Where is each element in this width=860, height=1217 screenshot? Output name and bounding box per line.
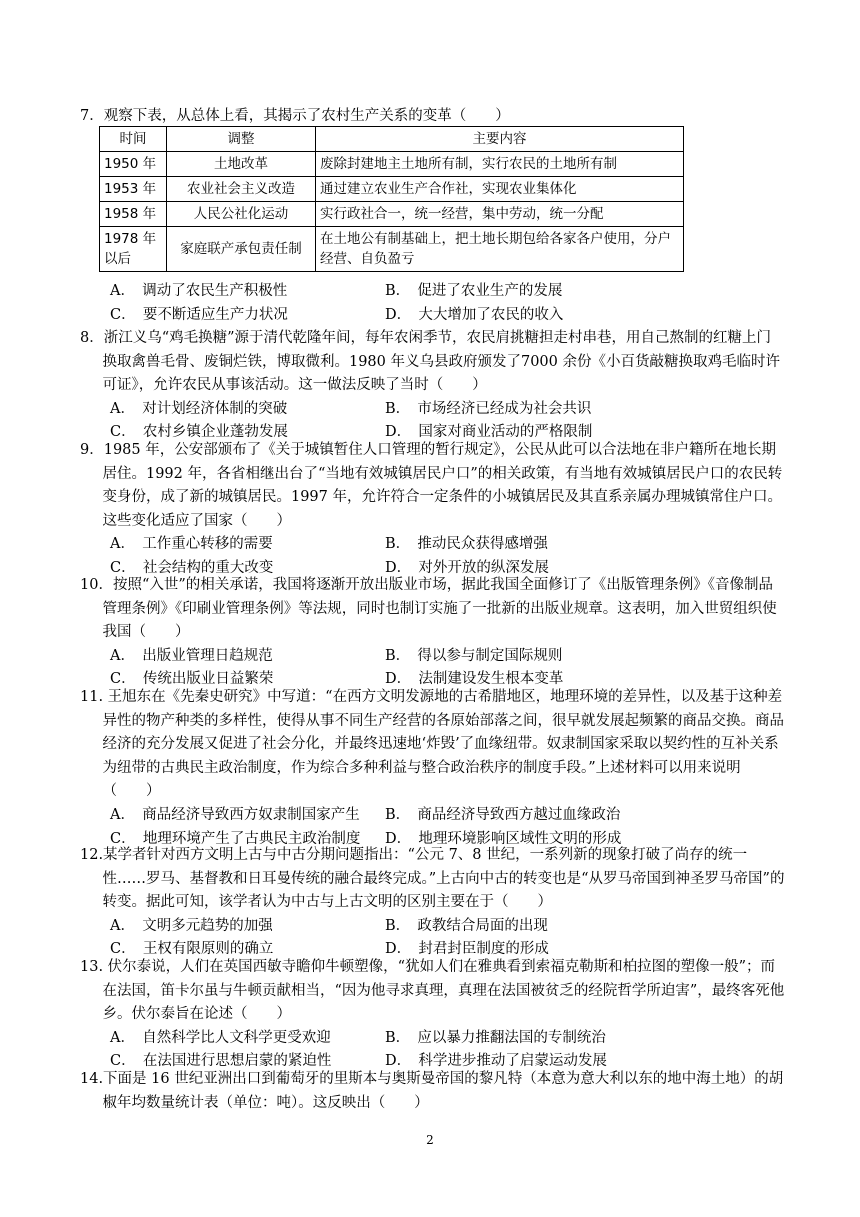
option-b[interactable]: B． 促进了农业生产的发展 [385,283,563,299]
question-11 [80,686,785,851]
option-c[interactable]: C． 社会结构的重大改变 [110,559,274,576]
option-d[interactable]: D． 科学进步推动了启蒙运动发展 [385,1053,607,1070]
question-stem: 14.下面是 16 世纪亚洲出口到葡萄牙的里斯本与奥斯曼帝国的黎凡特（本意为意大利以东的地中海土地）的胡椒年均数量统计表（单位：吨）。这反映出（ ） [80,1071,784,1111]
table-cell: 土地改革 [167,152,316,177]
table-cell: 1958 年 [100,202,167,227]
option-d[interactable]: D． 封君封臣制度的形成 [385,941,549,958]
option-b[interactable]: B． 推动民众获得感增强 [385,536,548,553]
option-d[interactable]: D． 对外开放的纵深发展 [385,559,549,576]
table-cell: 1950 年 [100,152,167,177]
option-c[interactable]: C． 王权有限原则的确立 [110,941,274,958]
table-cell: 在土地公有制基础上，把土地长期包给各家各户使用，分户经营、自负盈亏 [316,227,684,272]
option-b[interactable]: B． 应以暴力推翻法国的专制统治 [385,1029,606,1046]
question-stem: 8．浙江义乌“鸡毛换糖”源于清代乾隆年间，每年农闲季节，农民肩挑糖担走村串巷，用自己熬制的红糖上门换取禽兽毛骨、废铜烂铁，博取微利。1980 年义乌县政府颁发了7000 余份《小百货敲糖换取鸡毛临时许可证》，允许农民从事该活动。这一做法反映了当时（ ） [80,330,780,394]
question-stem: 10．按照“入世”的相关承诺，我国将逐渐开放出版业市场，据此我国全面修订了《出版管理条例》《音像制品管理条例》《印刷业管理条例》等法规，同时也制订实施了一批新的出版业规章。这表明，加入世贸组织使我国（ ） [80,577,777,641]
option-d[interactable]: D． 地理环境影响区域性文明的形成 [385,830,622,847]
option-c[interactable]: C． 传统出版业日益繁荣 [110,671,274,688]
option-a[interactable]: A． 调动了农民生产积极性 [110,283,288,299]
question-10 [80,574,785,692]
table-cell: 1953 年 [100,177,167,202]
option-d[interactable]: D． 国家对商业活动的严格限制 [385,424,593,441]
table-cell: 1978 年以后 [100,227,167,272]
table-cell: 废除封建地主土地所有制，实行农民的土地所有制 [316,152,684,177]
table-header: 时间 [100,127,167,152]
table-row [100,227,684,272]
question-stem: 12.某学者针对西方文明上古与中古分期问题指出：“公元 7、8 世纪，一系列新的现象打破了尚存的统一性……罗马、基督教和日耳曼传统的融合最终完成。”上古向中古的转变也是“从罗马帝国到神圣罗马帝国”的转变。据此可知，该学者认为中古与上古文明的区别主要在于（ ） [80,847,785,911]
option-a[interactable]: A． 对计划经济体制的突破 [110,400,288,417]
question-7-options [80,280,785,327]
table-cell: 农业社会主义改造 [167,177,316,202]
table-header: 调整 [167,127,316,152]
option-a[interactable]: A． 自然科学比人文科学更受欢迎 [110,1029,331,1046]
table-cell: 通过建立农业生产合作社，实现农业集体化 [316,177,684,202]
option-a[interactable]: A． 商品经济导致西方奴隶制国家产生 [110,806,360,823]
option-c[interactable]: C． 农村乡镇企业蓬勃发展 [110,424,288,441]
question-stem: 9．1985 年，公安部颁布了《关于城镇暂住人口管理的暂行规定》，公民从此可以合法地在非户籍所在地长期居住。1992 年，各省相继出台了“当地有效城镇居民户口”的相关政策，有当地有效城镇居民户口的农民转变身份，成了新的城镇居民。1997 年，允许符合一定条件的小城镇居民及其直系亲属办理城镇常住户口。这些变化适应了国家（ ） [80,442,783,529]
question-stem: 13. 伏尔泰说，人们在英国西敏寺瞻仰牛顿塑像，“犹如人们在雅典看到索福克勒斯和柏拉图的塑像一般”；而在法国，笛卡尔虽与牛顿贡献相当，“因为他寻求真理，真理在法国被贫乏的经院哲学所迫害”，最终客死他乡。伏尔泰旨在论述（ ） [80,959,785,1023]
table-row [100,177,684,202]
reform-table [99,126,684,272]
question-14 [80,1068,785,1115]
table-row [100,202,684,227]
table-header: 主要内容 [316,127,684,152]
option-b[interactable]: B． 政教结合局面的出现 [385,917,548,934]
option-a[interactable]: A． 工作重心转移的需要 [110,536,273,553]
page-number: 2 [426,1133,434,1147]
option-b[interactable]: B． 得以参与制定国际规则 [385,647,563,664]
question-stem: 11. 王旭东在《先秦史研究》中写道：“在西方文明发源地的古希腊地区，地理环境的差异性，以及基于这种差异性的物产种类的多样性，使得从事不同生产经营的各原始部落之间，很早就发展起频繁的商品交换。商品经济的充分发展又促进了社会分化，并最终迅速地‘炸毁’了血缘纽带。奴隶制国家采取以契约性的互补关系为纽带的古典民主政治制度，作为综合多种利益与整合政治秩序的制度手段。”上述材料可以用来说明（ ） [80,689,784,800]
option-b[interactable]: B． 市场经济已经成为社会共识 [385,400,592,417]
option-c[interactable]: C． 地理环境产生了古典民主政治制度 [110,830,361,847]
question-12 [80,844,785,962]
table-cell: 实行政社合一，统一经营，集中劳动，统一分配 [316,202,684,227]
option-c[interactable]: C． 要不断适应生产力状况 [110,306,288,323]
question-9 [80,439,785,581]
option-a[interactable]: A． 文明多元趋势的加强 [110,917,273,934]
option-c[interactable]: C． 在法国进行思想启蒙的紧迫性 [110,1053,332,1070]
question-stem: 7．观察下表，从总体上看，其揭示了农村生产关系的变革（ ） [80,108,510,124]
table-row [100,152,684,177]
question-13 [80,956,785,1074]
option-d[interactable]: D． 法制建设发生根本变革 [385,671,564,688]
option-b[interactable]: B． 商品经济导致西方越过血缘政治 [385,806,621,823]
option-a[interactable]: A． 出版业管理日趋规范 [110,647,273,664]
question-8 [80,327,785,445]
option-d[interactable]: D． 大大增加了农民的收入 [385,306,564,323]
table-cell: 家庭联产承包责任制 [167,227,316,272]
table-cell: 人民公社化运动 [167,202,316,227]
